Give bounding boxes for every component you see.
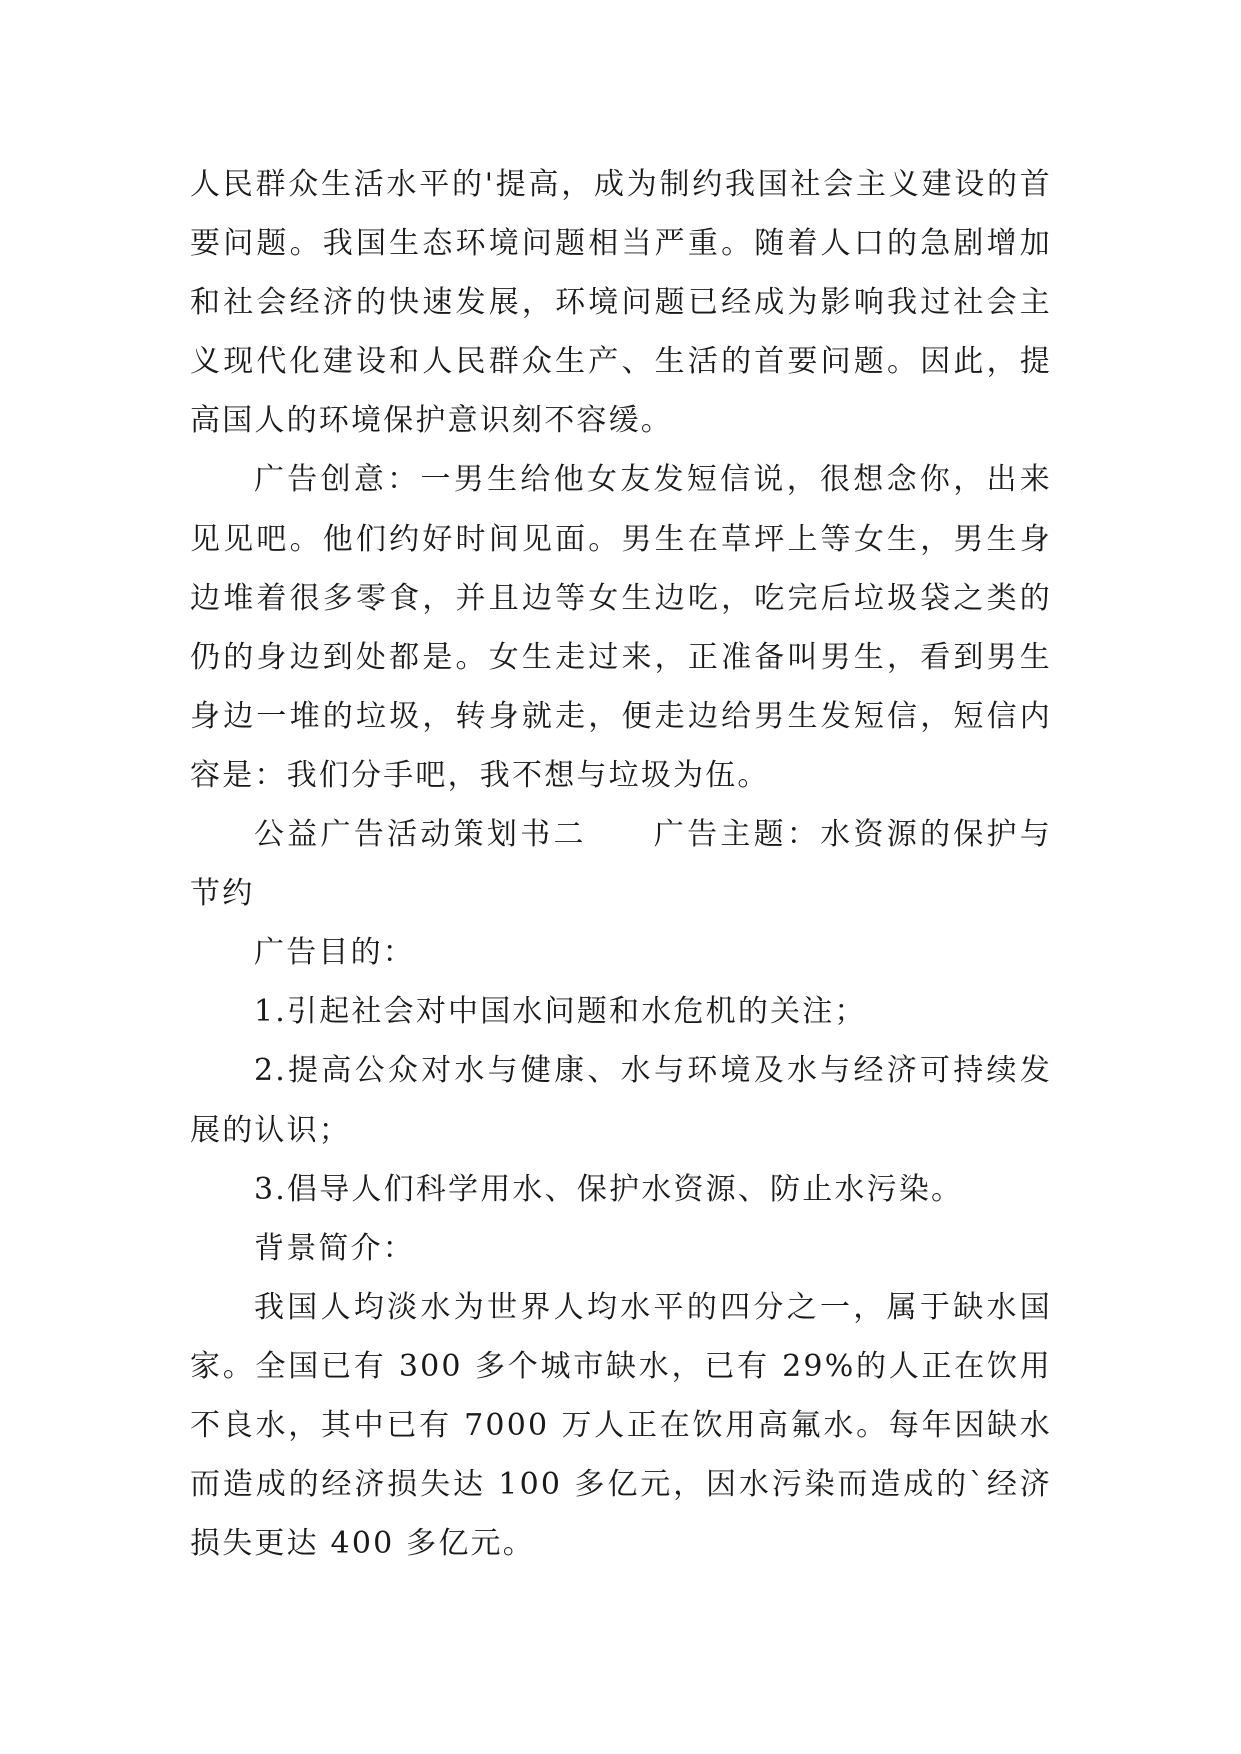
purpose-item: 3.倡导人们科学用水、保护水资源、防止水污染。 bbox=[254, 1171, 964, 1207]
purpose-item: 2.提高公众对水与健康、水与环境及水与经济可持续发展的认识； bbox=[190, 1053, 1052, 1148]
paragraph-ad-idea: 广告创意：一男生给他女友发短信说，很想念你，出来见见吧。他们约好时间见面。男生在草坪上等女生，男生身边堆着很多零食，并且边等女生边吃，吃完后垃圾袋之类的仍的身边到处都是。女生走过来，正准备叫男生，看到男生身边一堆的垃圾，转身就走，便走边给男生发短信，短信内容是：我们分手吧，我不想与垃圾为伍。 bbox=[190, 462, 1052, 793]
purpose-heading: 广告目的： bbox=[254, 935, 415, 971]
background-text: 我国人均淡水为世界人均水平的四分之一，属于缺水国家。全国已有 300 多个城市缺水，已有 29%的人正在饮用不良水，其中已有 7000 万人正在饮用高氟水。每年因缺水而造成的经济损失达 100 多亿元，因水污染而造成的`经济损失更达 400 多亿元。 bbox=[190, 1289, 1052, 1562]
purpose-item: 1.引起社会对中国水问题和水危机的关注； bbox=[254, 994, 867, 1030]
document-body bbox=[190, 155, 1052, 1573]
section-heading-line bbox=[190, 805, 1052, 923]
ad-theme: 广告主题：水资源的保护与节约 bbox=[190, 817, 1053, 912]
background-heading: 背景简介： bbox=[254, 1230, 415, 1266]
paragraph-environment-problem: 人民群众生活水平的'提高，成为制约我国社会主义建设的首要问题。我国生态环境问题相当严重。随着人口的急剧增加和社会经济的快速发展，环境问题已经成为影响我过社会主义现代化建设和人民群众生产、生活的首要问题。因此，提高国人的环境保护意识刻不容缓。 bbox=[190, 167, 1052, 439]
section-title: 公益广告活动策划书二 bbox=[254, 817, 587, 853]
